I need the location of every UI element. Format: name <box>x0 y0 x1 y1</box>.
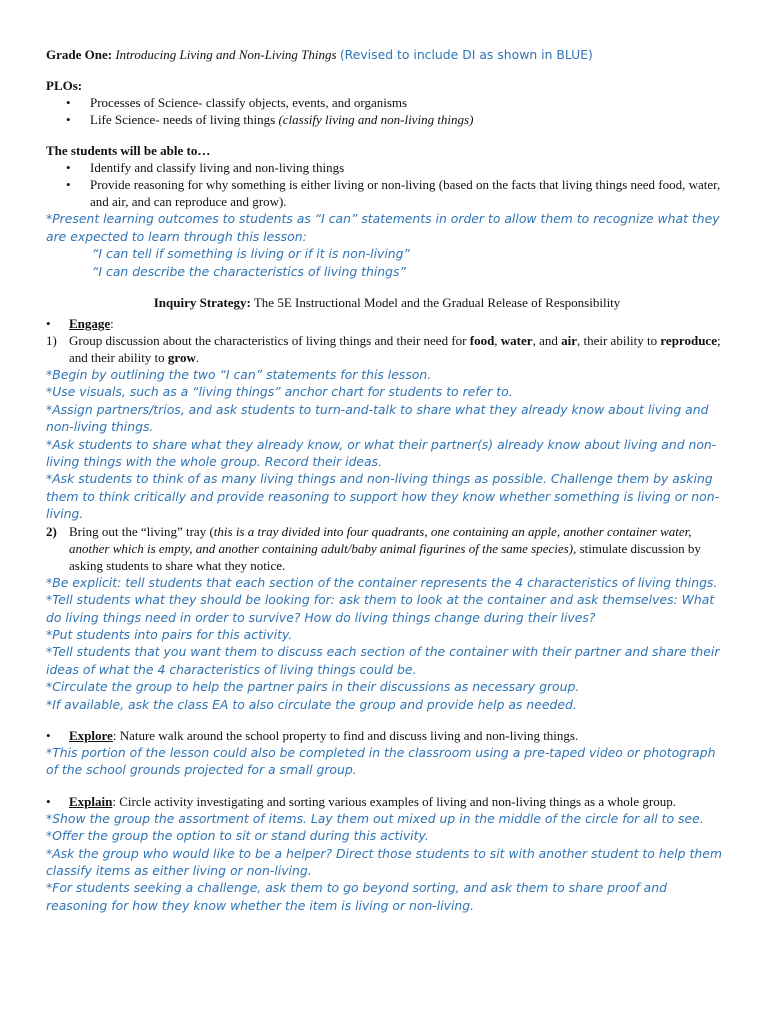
di-note: *Ask the group who would like to be a helper? Direct those students to sit with another student to help them classify items as either living or non-living. <box>46 845 722 878</box>
di-note: *Offer the group the option to sit or stand during this activity. <box>46 828 429 844</box>
explain-section: • Explain: Circle activity investigating and sorting various examples of living and non-living things as a whole group. <box>46 793 728 810</box>
plo-item: • Life Science- needs of living things (classify living and non-living things) <box>46 111 728 128</box>
plos-list <box>46 94 728 128</box>
di-note: *Circulate the group to help the partner pairs in their discussions as necessary group. <box>46 679 580 695</box>
di-note: *Tell students what they should be looking for: ask them to look at the container and ask themselves: What do living things need in order to survive? How do living things change during their lives? <box>46 592 715 625</box>
revision-note: (Revised to include DI as shown in BLUE) <box>339 47 593 62</box>
di-note: *Use visuals, such as a “living things” anchor chart for students to refer to. <box>46 384 513 400</box>
di-note: *Begin by outlining the two “I can” statements for this lesson. <box>46 367 432 383</box>
di-note: *For students seeking a challenge, ask them to go beyond sorting, and ask them to share proof and reasoning for how they know whether the item is living or non-living. <box>46 880 667 913</box>
outcomes-list <box>46 159 728 210</box>
di-note: *Be explicit: tell students that each section of the container represents the 4 characteristics of living things. <box>46 574 718 590</box>
outcome-item: • Provide reasoning for why something is either living or non-living (based on the facts that living things need food, water, and air, and can reproduce and grow). <box>46 176 728 210</box>
di-note: *This portion of the lesson could also be completed in the classroom using a pre-taped video or photograph of the school grounds projected for a small group. <box>46 744 716 778</box>
di-note: *Ask students to share what they already know, or what their partner(s) already know about living and non-living things with the whole group. Record their ideas. <box>46 436 717 470</box>
di-note: *Show the group the assortment of items. Lay them out mixed up in the middle of the circle for all to see. <box>46 810 704 826</box>
outcome-item: • Identify and classify living and non-living things <box>46 159 728 176</box>
di-note: *Tell students that you want them to discuss each section of the container with their partner and share their ideas of what the 4 characteristics of living things could be. <box>46 644 720 677</box>
engage-step-2: 2) Bring out the “living” tray (this is a tray divided into four quadrants, one containing an apple, another container water, another which is empty, and another containing adult/baby animal figurines of the same species), stimulate discussion by asking students to share what they notice. <box>46 523 701 573</box>
engage-heading: • Engage: <box>46 315 728 332</box>
explore-section: • Explore: Nature walk around the school property to find and discuss living and non-living things. <box>46 727 728 744</box>
plos-heading: PLOs: <box>46 78 83 94</box>
lesson-title-line <box>46 46 728 63</box>
di-note: *Put students into pairs for this activity. <box>46 626 293 642</box>
engage-step-1: 1) Group discussion about the characteristics of living things and their need for food, water, and air, their ability to reproduce; and their ability to grow. <box>46 333 721 366</box>
i-can-statement: “I can describe the characteristics of living things” <box>92 263 406 279</box>
plo-item: • Processes of Science- classify objects, events, and organisms <box>46 94 728 111</box>
outcomes-heading: The students will be able to… <box>46 143 211 159</box>
grade-label: Grade One: <box>46 47 113 62</box>
di-note: *Ask students to think of as many living things and non-living things as possible. Challenge them by asking them to think critically and provide reasoning to support how they know whether something is living or non-living. <box>46 471 720 522</box>
di-note-i-can: *Present learning outcomes to students as “I can” statements in order to allow them to recognize what they are expected to learn through this lesson: <box>46 211 720 244</box>
di-note: *Assign partners/trios, and ask students to turn-and-talk to share what they already know about living and non-living things. <box>46 401 709 435</box>
lesson-title: Introducing Living and Non-Living Things <box>115 47 337 62</box>
i-can-statement: “I can tell if something is living or if it is non-living” <box>92 246 410 262</box>
di-note: *If available, ask the class EA to also circulate the group and provide help as needed. <box>46 696 577 712</box>
inquiry-strategy: Inquiry Strategy: The 5E Instructional Model and the Gradual Release of Responsibility <box>153 295 621 311</box>
